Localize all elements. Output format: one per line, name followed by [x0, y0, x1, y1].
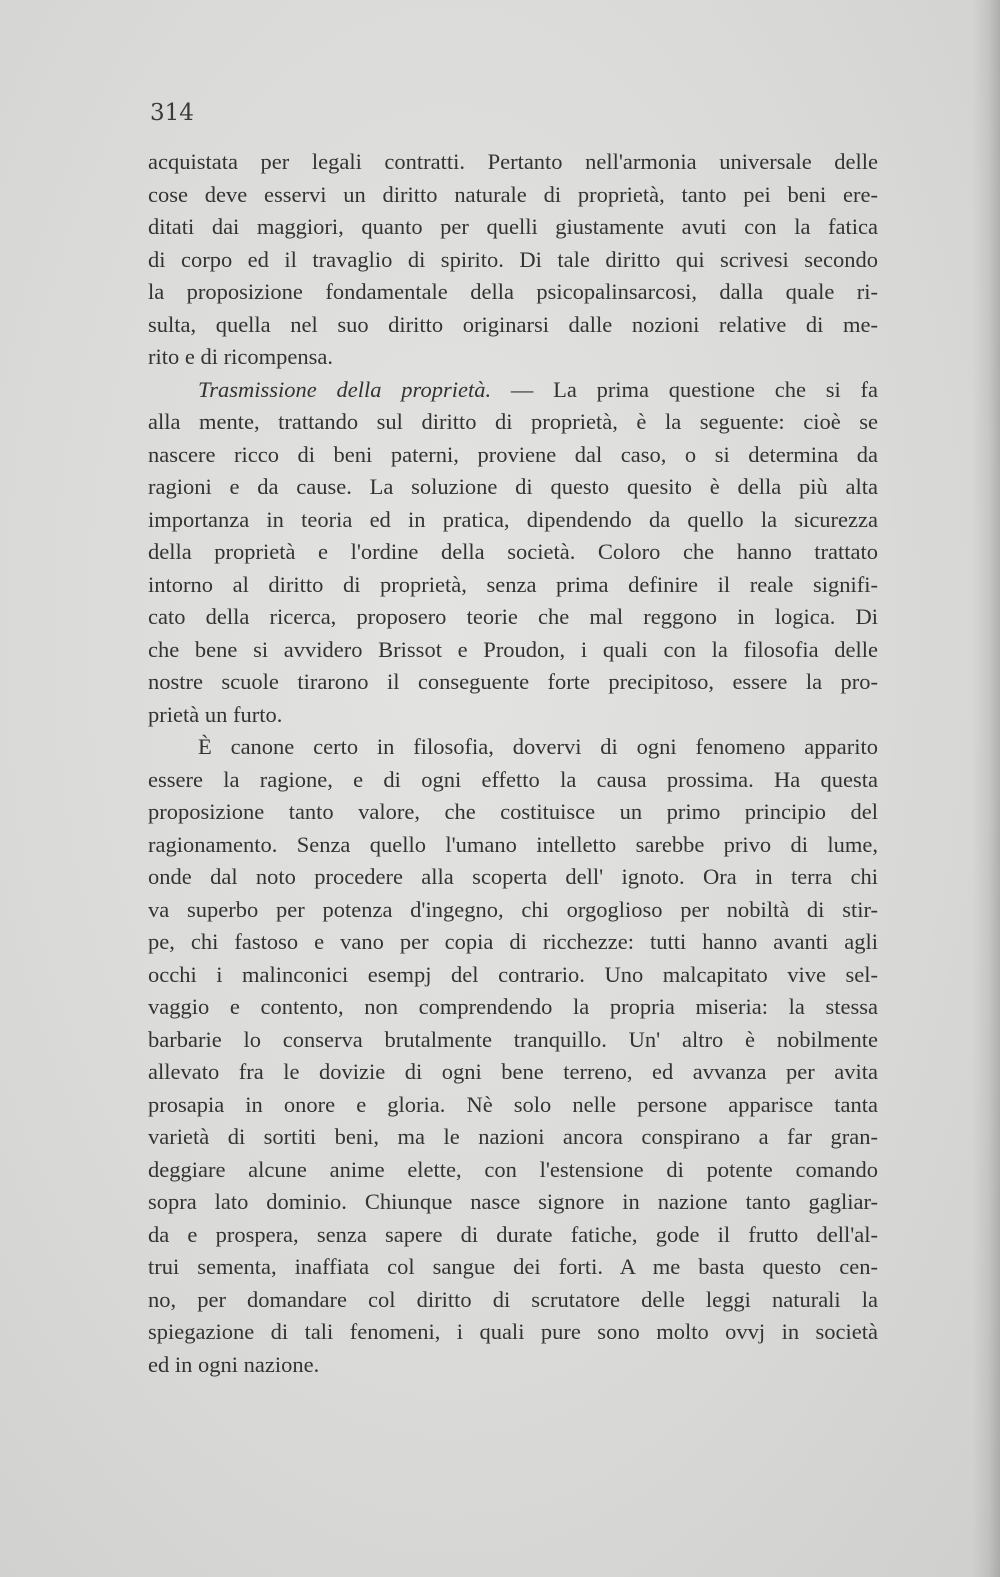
text-line: la proposizione fondamentale della psicopalinsarcosi, dalla quale ri- — [148, 279, 878, 304]
page-number: 314 — [150, 100, 194, 126]
text-line: nascere ricco di beni paterni, proviene dal caso, o si determina da — [148, 441, 878, 467]
text-line: ragioni e da cause. La soluzione di questo quesito è della più alta — [148, 474, 878, 499]
text-line: nostre scuole tirarono il conseguente forte precipitoso, essere la pro- — [148, 669, 878, 694]
section-heading: Trasmissione della proprietà. — [198, 376, 492, 402]
text-line: pe, chi fastoso e vano per copia di ricchezze: tutti hanno avanti agli — [148, 929, 878, 954]
section-heading-line — [148, 374, 878, 407]
text-line: sulta, quella nel suo diritto originarsi dalle nozioni relative di me- — [148, 311, 878, 337]
text-line: ed in ogni nazione. — [148, 1351, 320, 1377]
text-line: ditati dai maggiori, quanto per quelli giustamente avuti con la fatica — [148, 214, 878, 239]
text-line: varietà di sortiti beni, ma le nazioni ancora conspirano a far gran- — [148, 1124, 878, 1149]
text-line: proposizione tanto valore, che costituisce un primo principio del — [148, 799, 878, 824]
text-line: spiegazione di tali fenomeni, i quali pure sono molto ovvj in società — [148, 1319, 878, 1344]
text-line: onde dal noto procedere alla scoperta dell' ignoto. Ora in terra chi — [148, 864, 878, 889]
text-line: va superbo per potenza d'ingegno, chi orgoglioso per nobiltà di stir- — [148, 896, 878, 922]
text-line: prietà un furto. — [148, 701, 283, 727]
text-line: alla mente, trattando sul diritto di proprietà, è la seguente: cioè se — [148, 409, 878, 434]
text-fragment: — La prima questione che si fa — [491, 376, 878, 402]
text-line: prosapia in onore e gloria. Nè solo nelle persone apparisce tanta — [148, 1091, 878, 1117]
text-line: acquistata per legali contratti. Pertanto nell'armonia universale delle — [148, 149, 878, 174]
text-line: importanza in teoria ed in pratica, dipendendo da quello la sicurezza — [148, 506, 878, 532]
text-line: no, per domandare col diritto di scrutatore delle leggi naturali la — [148, 1286, 878, 1312]
text-line: vaggio e contento, non comprendendo la propria miseria: la stessa — [148, 994, 878, 1019]
text-line: che bene si avvidero Brissot e Proudon, i quali con la filosofia delle — [148, 636, 878, 662]
text-line: allevato fra le dovizie di ogni bene terreno, ed avvanza per avita — [148, 1059, 878, 1084]
text-line: ragionamento. Senza quello l'umano intelletto sarebbe privo di lume, — [148, 831, 878, 857]
text-line: di corpo ed il travaglio di spirito. Di tale diritto qui scrivesi secondo — [148, 246, 878, 272]
text-line: essere la ragione, e di ogni effetto la causa prossima. Ha questa — [148, 766, 878, 792]
text-line: È canone certo in filosofia, dovervi di ogni fenomeno apparito — [198, 734, 878, 759]
body-text — [148, 146, 878, 1381]
text-line: intorno al diritto di proprietà, senza prima definire il reale signifi- — [148, 571, 878, 597]
text-line: cose deve esservi un diritto naturale di proprietà, tanto pei beni ere- — [148, 181, 878, 207]
text-line: cato della ricerca, proposero teorie che mal reggono in logica. Di — [148, 604, 878, 629]
text-line: rito e di ricompensa. — [148, 344, 333, 369]
text-line: trui sementa, inaffiata col sangue dei forti. A me basta questo cen- — [148, 1254, 878, 1279]
text-line: della proprietà e l'ordine della società. Coloro che hanno trattato — [148, 539, 878, 564]
text-line: sopra lato dominio. Chiunque nasce signore in nazione tanto gagliar- — [148, 1189, 878, 1214]
text-line: da e prospera, senza sapere di durate fatiche, gode il frutto dell'al- — [148, 1221, 878, 1247]
text-line: deggiare alcune anime elette, con l'estensione di potente comando — [148, 1156, 878, 1182]
text-line: occhi i malinconici esempj del contrario. Uno malcapitato vive sel- — [148, 961, 878, 987]
page-edge-shadow — [972, 0, 1000, 1577]
text-line: barbarie lo conserva brutalmente tranquillo. Un' altro è nobilmente — [148, 1026, 878, 1052]
